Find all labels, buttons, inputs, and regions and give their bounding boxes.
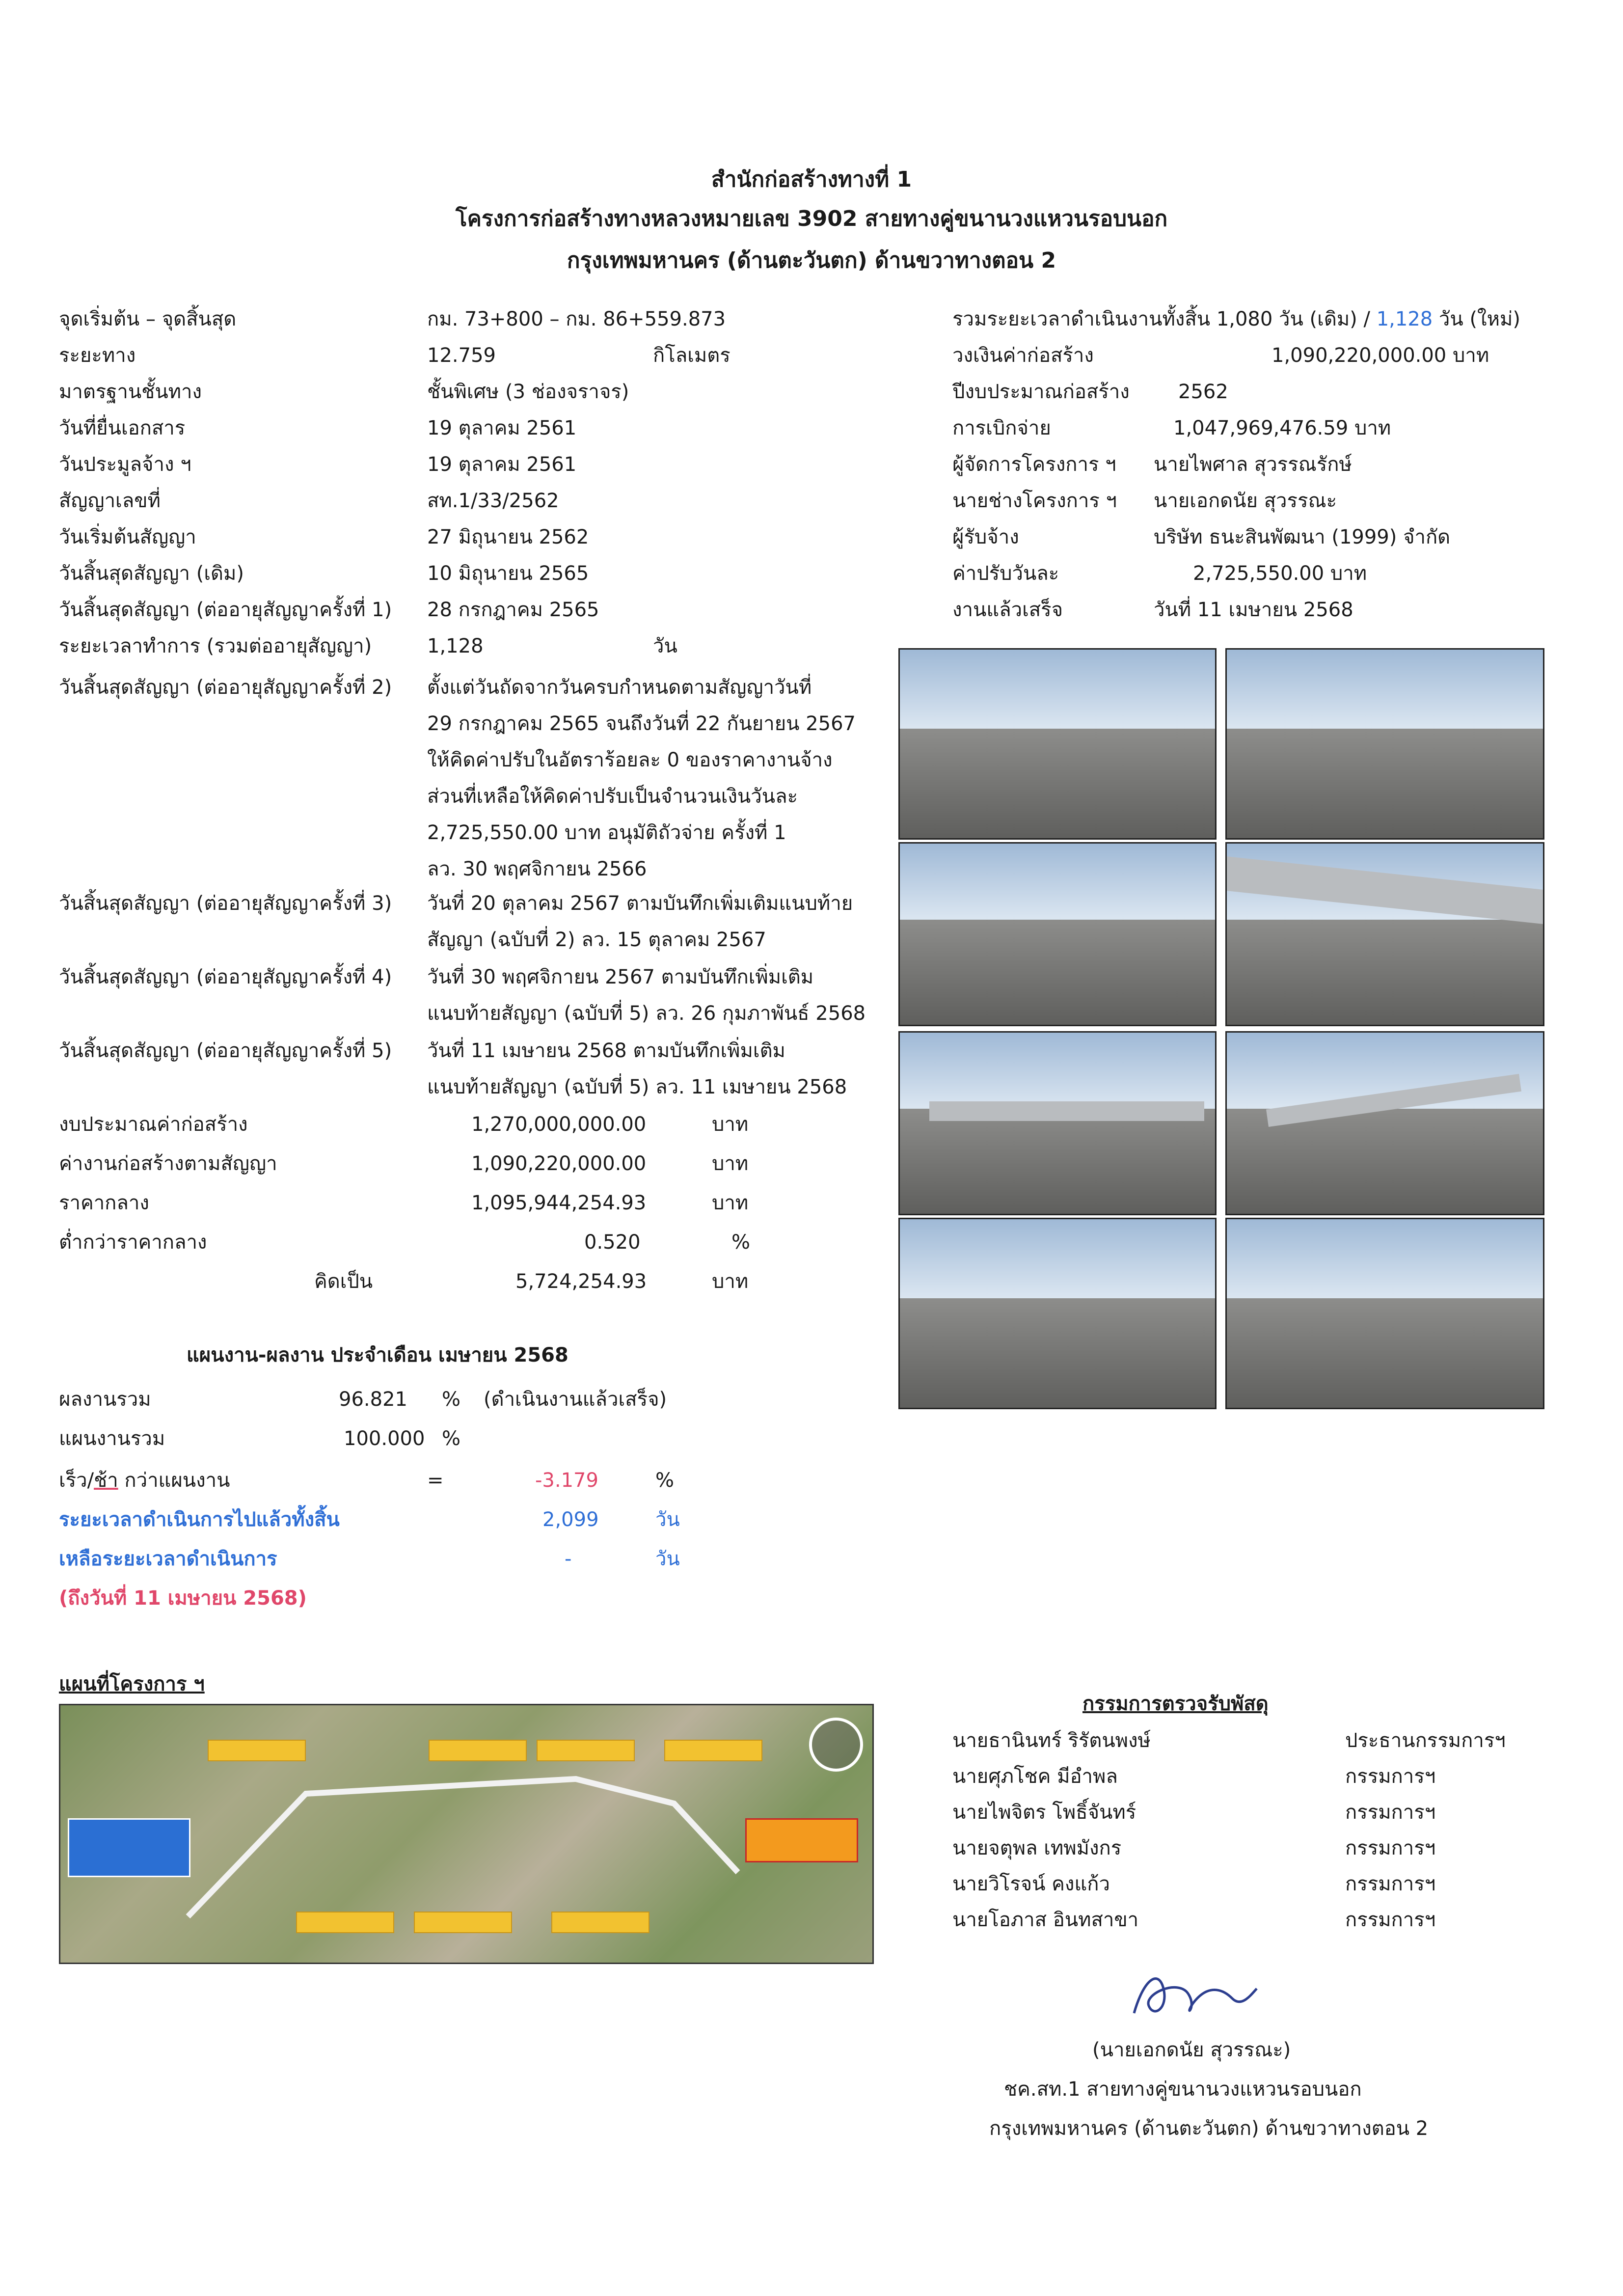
result-unit: % [442,1388,461,1411]
map-route [60,1705,874,1964]
info-value: 10 มิถุนายน 2565 [427,562,589,585]
info-label: ผู้จัดการโครงการ ฯ [952,453,1116,476]
info-label: ระยะทาง [59,344,136,367]
extension-3-line: สัญญา (ฉบับที่ 2) ลว. 15 ตุลาคม 2567 [427,929,766,951]
committee-member-role: กรรมการฯ [1345,1801,1436,1824]
map-title: แผนที่โครงการ ฯ [59,1673,205,1695]
signer-position: กรุงเทพมหานคร (ด้านตะวันตก) ด้านขวาทางตอน 2 [989,2117,1429,2140]
info-label: วันเริ่มต้นสัญญา [59,526,196,548]
committee-member-name: นายศุภโชค มีอำพล [952,1765,1118,1788]
committee-member-name: นายจตุพล เทพมังกร [952,1837,1122,1859]
header-project: โครงการก่อสร้างทางหลวงหมายเลข 3902 สายทางคู่ขนานวงแหวนรอบนอก [455,206,1168,231]
info-label: ค่าปรับวันละ [952,562,1059,585]
extension-2-line: ตั้งแต่วันถัดจากวันครบกำหนดตามสัญญาวันที่ [427,676,812,699]
committee-member-name: นายวิโรจน์ คงแก้ว [952,1873,1110,1895]
budget-label: งบประมาณค่าก่อสร้าง [59,1113,248,1136]
committee-member-name: นายธานินทร์ ริรัตนพงษ์ [952,1729,1151,1752]
budget-value: 1,095,944,254.93 [471,1192,647,1214]
info-unit: กิโลเมตร [653,344,730,367]
site-photo [1225,1218,1544,1409]
info-value: 1,090,220,000.00 บาท [1271,344,1489,367]
committee-title: กรรมการตรวจรับพัสดุ [1082,1693,1269,1715]
site-photo [898,842,1217,1026]
budget-value: 1,270,000,000.00 [471,1113,647,1136]
header-section: กรุงเทพมหานคร (ด้านตะวันตก) ด้านขวาทางตอน 2 [567,248,1056,273]
plan-label: แผนงานรวม [59,1427,165,1450]
total-duration [952,304,1520,334]
result-label: ผลงานรวม [59,1388,151,1411]
committee-member-role: ประธานกรรมการฯ [1345,1729,1506,1752]
info-label: งานแล้วเสร็จ [952,599,1063,621]
header-office: สำนักก่อสร้างทางที่ 1 [711,167,912,192]
site-photo [1225,842,1544,1026]
result-note: (ดำเนินงานแล้วเสร็จ) [484,1388,667,1411]
budget-label: ค่างานก่อสร้างตามสัญญา [59,1152,277,1175]
info-unit: วัน [653,635,677,657]
diff-label-fast: เร็ว/ [59,1469,94,1492]
info-value: วันที่ 11 เมษายน 2568 [1154,599,1353,621]
info-value: 27 มิถุนายน 2562 [427,526,589,548]
info-label: นายช่างโครงการ ฯ [952,490,1117,512]
budget-unit: บาท [712,1270,749,1293]
info-label: สัญญาเลขที่ [59,490,161,512]
site-photo [898,1031,1217,1215]
info-value: นายเอกดนัย สุวรรณะ [1154,490,1337,512]
diff-label [59,1466,230,1495]
info-value: นายไพศาล สุวรรณรักษ์ [1154,453,1352,476]
info-label: จุดเริ่มต้น – จุดสิ้นสุด [59,308,237,330]
info-value: สท.1/33/2562 [427,490,559,512]
plan-unit: % [442,1427,461,1450]
elapsed-label: ระยะเวลาดำเนินการไปแล้วทั้งสิ้น [59,1508,340,1531]
info-value: 2562 [1178,381,1228,403]
result-value: 96.821 [339,1388,407,1411]
duration-prefix: รวมระยะเวลาดำเนินงานทั้งสิ้น 1,080 วัน (เดิม) / [952,308,1377,330]
budget-label: คิดเป็น [314,1270,373,1293]
budget-unit: % [731,1231,751,1254]
info-label: วันสิ้นสุดสัญญา (ต่ออายุสัญญาครั้งที่ 1) [59,599,392,621]
remain-label: เหลือระยะเวลาดำเนินการ [59,1548,277,1570]
extension-5-line: วันที่ 11 เมษายน 2568 ตามบันทึกเพิ่มเติม [427,1039,785,1062]
extension-2-line: 2,725,550.00 บาท อนุมัติถัวจ่าย ครั้งที่ 1 [427,821,786,844]
info-label: การเบิกจ่าย [952,417,1051,439]
committee-member-role: กรรมการฯ [1345,1765,1436,1788]
info-value: 19 ตุลาคม 2561 [427,417,577,439]
committee-member-role: กรรมการฯ [1345,1909,1436,1931]
signer-name: (นายเอกดนัย สุวรรณะ) [1092,2039,1291,2061]
committee-member-role: กรรมการฯ [1345,1873,1436,1895]
budget-label: ราคากลาง [59,1192,149,1214]
budget-value: 5,724,254.93 [515,1270,647,1293]
info-value: ชั้นพิเศษ (3 ช่องจราจร) [427,381,629,403]
extension-4-line: วันที่ 30 พฤศจิกายน 2567 ตามบันทึกเพิ่มเติม [427,966,814,988]
signer-position: ชค.สท.1 สายทางคู่ขนานวงแหวนรอบนอก [1004,2078,1362,2101]
info-label: ผู้รับจ้าง [952,526,1019,548]
info-label: วันสิ้นสุดสัญญา (เดิม) [59,562,244,585]
diff-unit: % [655,1469,675,1492]
duration-new: 1,128 [1376,308,1433,330]
committee-member-role: กรรมการฯ [1345,1837,1436,1859]
extension-2-line: 29 กรกฎาคม 2565 จนถึงวันที่ 22 กันยายน 2567 [427,712,856,735]
extension-2-line: ให้คิดค่าปรับในอัตราร้อยละ 0 ของราคางานจ้าง [427,749,833,771]
elapsed-unit: วัน [655,1508,680,1531]
diff-label-slow: ช้า [94,1469,118,1492]
extension-2-line: ส่วนที่เหลือให้คิดค่าปรับเป็นจำนวนเงินวันละ [427,785,798,808]
site-photo [898,1218,1217,1409]
info-label: วงเงินค่าก่อสร้าง [952,344,1094,367]
extension-3-line: วันที่ 20 ตุลาคม 2567 ตามบันทึกเพิ่มเติมแนบท้าย [427,892,853,915]
remain-unit: วัน [655,1548,680,1570]
info-label: มาตรฐานชั้นทาง [59,381,202,403]
budget-label: ต่ำกว่าราคากลาง [59,1231,207,1254]
extension-2-line: ลว. 30 พฤศจิกายน 2566 [427,858,647,880]
committee-member-name: นายโอภาส อินทสาขา [952,1909,1139,1931]
extension-5-line: แนบท้ายสัญญา (ฉบับที่ 5) ลว. 11 เมษายน 2568 [427,1076,847,1098]
info-label: วันประมูลจ้าง ฯ [59,453,191,476]
site-photo [1225,1031,1544,1215]
info-value: 1,128 [427,635,484,657]
site-photo [898,648,1217,840]
info-label: วันที่ยื่นเอกสาร [59,417,186,439]
info-value: กม. 73+800 – กม. 86+559.873 [427,308,726,330]
extension-4-label: วันสิ้นสุดสัญญา (ต่ออายุสัญญาครั้งที่ 4) [59,966,392,988]
extension-5-label: วันสิ้นสุดสัญญา (ต่ออายุสัญญาครั้งที่ 5) [59,1039,392,1062]
info-value: 1,047,969,476.59 บาท [1173,417,1391,439]
budget-value: 1,090,220,000.00 [471,1152,647,1175]
project-map [59,1704,874,1964]
elapsed-value: 2,099 [542,1508,599,1531]
as-of-date: (ถึงวันที่ 11 เมษายน 2568) [59,1587,307,1610]
progress-title: แผนงาน-ผลงาน ประจำเดือน เมษายน 2568 [187,1344,568,1367]
remain-value: - [565,1548,572,1570]
budget-unit: บาท [712,1152,749,1175]
budget-value: 0.520 [584,1231,641,1254]
extension-3-label: วันสิ้นสุดสัญญา (ต่ออายุสัญญาครั้งที่ 3) [59,892,392,915]
extension-2-label: วันสิ้นสุดสัญญา (ต่ออายุสัญญาครั้งที่ 2) [59,676,392,699]
info-value: บริษัท ธนะสินพัฒนา (1999) จำกัด [1154,526,1451,548]
info-value: 28 กรกฎาคม 2565 [427,599,599,621]
signature [1124,1959,1262,2028]
committee-member-name: นายไพจิตร โพธิ์จันทร์ [952,1801,1136,1824]
info-label: ปีงบประมาณก่อสร้าง [952,381,1130,403]
budget-unit: บาท [712,1192,749,1214]
extension-4-line: แนบท้ายสัญญา (ฉบับที่ 5) ลว. 26 กุมภาพันธ์ 2568 [427,1002,866,1025]
info-value: 12.759 [427,344,496,367]
budget-unit: บาท [712,1113,749,1136]
info-value: 19 ตุลาคม 2561 [427,453,577,476]
site-photo [1225,648,1544,840]
info-value: 2,725,550.00 บาท [1193,562,1367,585]
plan-value: 100.000 [344,1427,425,1450]
diff-equals: = [427,1469,444,1492]
info-label: ระยะเวลาทำการ (รวมต่ออายุสัญญา) [59,635,372,657]
duration-suffix: วัน (ใหม่) [1433,308,1520,330]
diff-value: -3.179 [535,1469,598,1492]
diff-label-rest: กว่าแผนงาน [118,1469,230,1492]
